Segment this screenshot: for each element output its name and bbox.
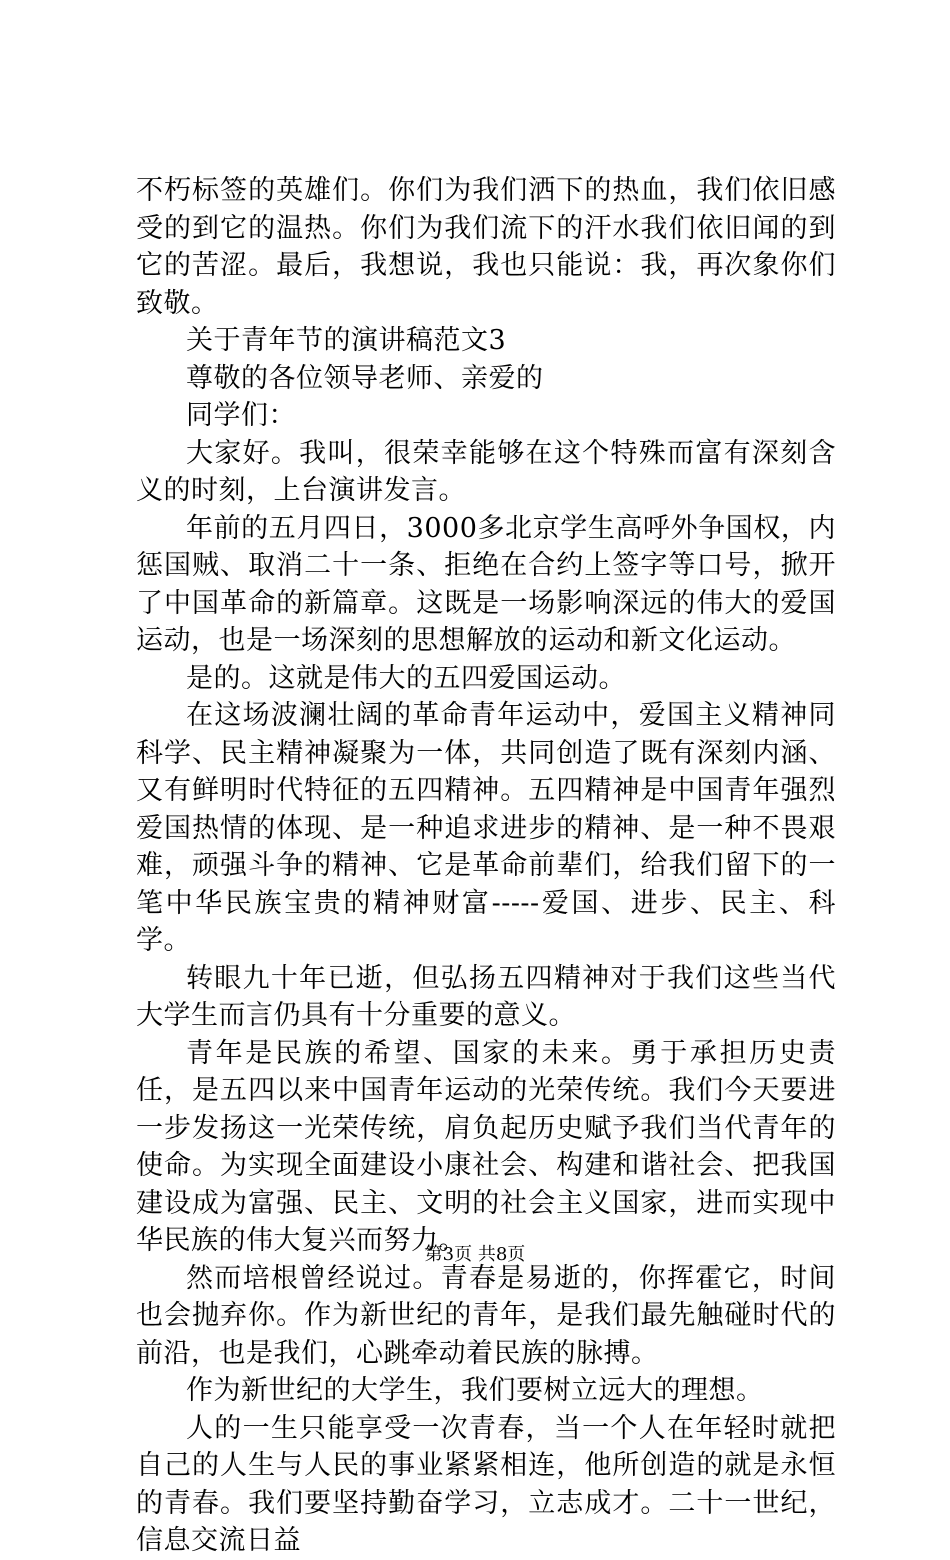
paragraph-eternal-youth: 人的一生只能享受一次青春，当一个人在年轻时就把自己的人生与人民的事业紧紧相连，他所创造的就是永恒的青春。我们要坚持勤奋学习，立志成才。二十一世纪，信息交流日益: [136, 1412, 836, 1556]
paragraph-ideals: 作为新世纪的大学生，我们要树立远大的理想。: [186, 1375, 764, 1406]
salutation-line-2: 同学们：: [186, 400, 296, 431]
paragraph-youth-hope: 青年是民族的希望、国家的未来。勇于承担历史责任，是五四以来中国青年运动的光荣传统。我们今天要进一步发扬这一光荣传统，肩负起历史赋予我们当代青年的使命。为实现全面建设小康社会、构建和谐社会、把我国建设成为富强、民主、文明的社会主义国家，进而实现中华民族的伟大复兴而努力。: [136, 1037, 836, 1256]
paragraph-spirit: 在这场波澜壮阔的革命青年运动中，爱国主义精神同科学、民主精神凝聚为一体，共同创造了既有深刻内涵、又有鲜明时代特征的五四精神。五四精神是中国青年强烈爱国热情的体现、是一种追求进步的精神、是一种不畏艰难，顽强斗争的精神、它是革命前辈们，给我们留下的一笔中华民族宝贵的精神财富-----爱国、进步、民主、科学。: [136, 700, 836, 956]
paragraph-bacon-quote: 然而培根曾经说过。青春是易逝的，你挥霍它，时间也会抛弃你。作为新世纪的青年，是我们最先触碰时代的前沿，也是我们，心跳牵动着民族的脉搏。: [136, 1262, 836, 1369]
document-body: [136, 172, 836, 1560]
page-footer: [0, 1243, 950, 1267]
paragraph-affirmation: 是的。这就是伟大的五四爱国运动。: [186, 662, 626, 694]
paragraph-greeting: 大家好。我叫，很荣幸能够在这个特殊而富有深刻含义的时刻，上台演讲发言。: [136, 437, 836, 506]
paragraph-ninety-years: 转眼九十年已逝，但弘扬五四精神对于我们这些当代大学生而言仍具有十分重要的意义。: [136, 962, 836, 1031]
salutation-line-1: 尊敬的各位领导老师、亲爱的: [186, 362, 544, 394]
paragraph-may-fourth: 年前的五月四日，3000多北京学生高呼外争国权，内惩国贼、取消二十一条、拒绝在合约上签字等口号，掀开了中国革命的新篇章。这既是一场影响深远的伟大的爱国运动，也是一场深刻的思想解放的运动和新文化运动。: [136, 512, 836, 656]
page-number: 第3页 共8页: [424, 1244, 526, 1265]
paragraph-continuation: 不朽标签的英雄们。你们为我们洒下的热血，我们依旧感受的到它的温热。你们为我们流下的汗水我们依旧闻的到它的苦涩。最后，我想说，我也只能说：我，再次象你们致敬。: [136, 175, 836, 319]
section-heading: 关于青年节的演讲稿范文3: [186, 325, 507, 356]
